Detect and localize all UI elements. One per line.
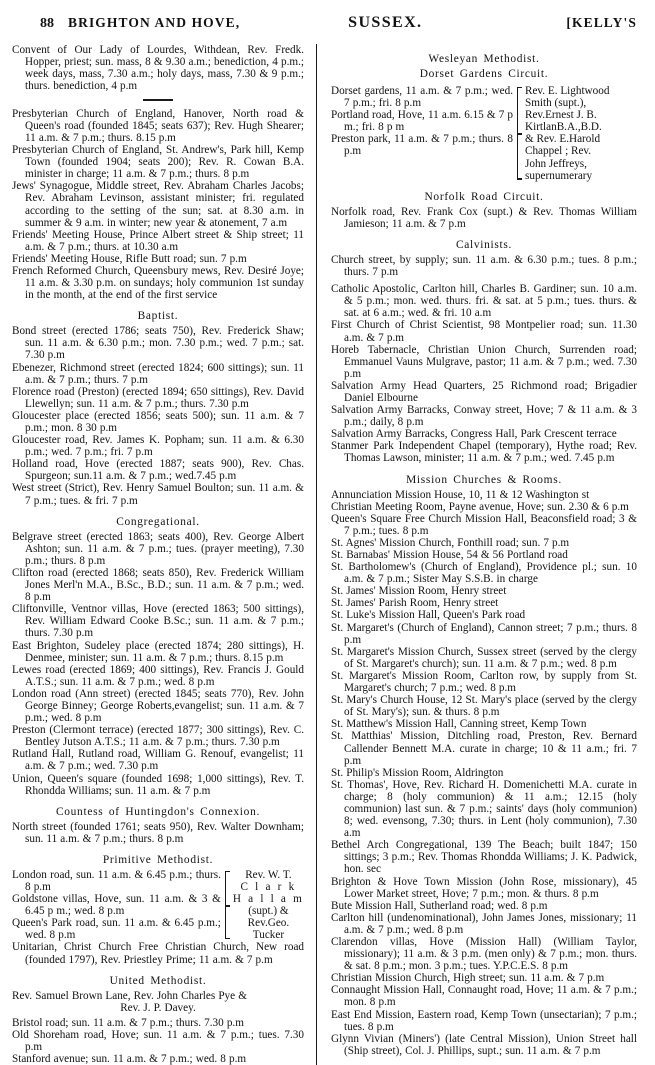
directory-entry: St. Agnes' Mission Church, Fonthill road; sun. 7 p.m [331,536,570,549]
directory-entry: Old Shoreham road, Hove; sun. 11 a.m. & 7 p.m.; tues. 7.30 p.m [12,1028,304,1054]
directory-entry: Bute Mission Hall, Sutherland road; wed. 8 p.m [331,899,548,912]
directory-entry: West street (Strict), Rev. Henry Samuel Boulton; sun. 11 a.m. & 7 p.m.; tues. & fri. 7 p.m [12,482,304,507]
directory-entry: Catholic Apostolic, Carlton hill, Charles B. Gardiner; sun. 10 a.m. & 5 p.m.; mon. wed. thurs. fri. & sat. at 5 p.m.; tues. thurs. & sat. at 6 a.m.; wed. & fri. 10 a.m [331,283,637,320]
directory-entry: Unitarian, Christ Church Free Christian Church, New road (founded 1797), Rev. Priestley Prime; 11 a.m. & 7 p.m [12,941,304,966]
minister-name: Rev. E. Lightwood [525,85,610,97]
directory-entry: Dorset gardens, 11 a.m. & 7 p.m.; wed. 7 p.m.; fri. 8 p.m [331,85,513,110]
directory-entry: First Church of Christ Scientist, 98 Montpelier road; sun. 11.30 a.m. & 7 p.m [331,319,637,344]
directory-entry: Horeb Tabernacle, Christian Union Church, Surrenden road; Emmanuel Vauns Mulgrave, pastor; 11 a.m. & 7 p.m.; wed. 7.30 p.m [331,343,637,380]
directory-entry: Holland road, Hove (erected 1887; seats 900), Rev. Chas. Spurgeon; sun.11 a.m. & 7 p.m.; wed.7.45 p.m [12,458,304,483]
directory-entry: St. Matthew's Mission Hall, Canning street, Kemp Town [331,718,587,731]
directory-entry: Friends' Meeting House, Prince Albert street & Ship street; 11 a.m. & 7 p.m.; thurs. at 10.30 a.m [12,228,304,253]
directory-entry: Rutland Hall, Rutland road, William G. Renouf, evangelist; 11 a.m. & 7 p.m.; wed. 7.30 p.m [12,748,304,773]
brace-icon [222,869,231,942]
wesleyan-entries [331,85,513,182]
primitive-methodist-ministers [233,869,304,942]
directory-entry: French Reformed Church, Queensbury mews, Rev. Desiré Joye; 11 a.m. & 3.30 p.m. on sundays; holy communion 1st sunday in the month, at the end of the first service [12,264,304,302]
directory-entry: Lewes road (erected 1869; 400 sittings), Rev. Francis J. Gould A.T.S.; sun. 11 a.m. & 7 p.m.; wed. 8 p.m [12,663,304,688]
directory-entry: Clarendon villas, Hove (Mission Hall) (William Taylor, missionary); 11 a.m. & 3 p.m. (men only) & 7 p.m.; mon. thurs. & sat. 8 p.m.; mon. 3 p.m.; tues. Y.P.C.E.S. 8 p.m [331,936,637,973]
primitive-methodist-brace-block [12,869,304,942]
section-heading-congregational: Congregational. [116,515,200,528]
directory-entry: Belgrave street (erected 1863; seats 400), Rev. George Albert Ashton; sun. 11 a.m. & 7 p.m.; tues. (prayer meeting), 7.30 p.m.; thurs. 8 p.m [12,530,304,567]
directory-entry: Annunciation Mission House, 10, 11 & 12 Washington st [331,488,590,501]
section-heading-mission-churches: Mission Churches & Rooms. [406,473,562,486]
directory-entry: St. James' Mission Room, Henry street [331,585,507,598]
minister-name: Rev.Ernest J. B. [525,109,597,122]
directory-entry: London road, sun. 11 a.m. & 6.45 p.m.; thurs. 8 p.m [12,868,221,894]
wesleyan-ministers [525,85,637,182]
directory-entry: St. Bartholomew's (Church of England), Providence pl.; sun. 10 a.m. & 7 p.m.; Sister May S.S.B. in charge [331,561,637,586]
directory-entry: Salvation Army Barracks, Conway street, Hove; 7 & 11 a.m. & 3 p.m.; daily, 8 p.m [331,404,637,429]
directory-entry: Salvation Army Barracks, Congress Hall, Park Crescent terrace [331,428,617,441]
minister-name: Smith (supt.), [525,97,587,110]
directory-entry: East Brighton, Sudeley place (erected 1874; 280 sittings), H. Denmee, minister; sun. 11 a.m. & 7 p.m.; thurs. 8.15 p.m [12,639,304,664]
directory-entry: St. Thomas', Hove, Rev. Richard H. Domenichetti M.A. curate in charge; 8 (holy communion) & 11 a.m.; 12.15 (holy communion) last sun. & 7 p.m.; saints' days (holy communion) 8; wed. evensong, 7.30; thurs. in Lent (holy communion), 7.30 a.m [331,778,637,840]
directory-entry: Stanford avenue; sun. 11 a.m. & 7 p.m.; wed. 8 p.m [12,1053,247,1065]
directory-entry: Bethel Arch Congregational, 139 The Beach; built 1847; 150 sittings; 3 p.m.; Rev. Thomas Rhondda Williams; J. K. Padwick, hon. sec [331,839,637,876]
directory-entry: Bond street (erected 1786; seats 750), Rev. Frederick Shaw; sun. 11 a.m. & 6.30 p.m.; mon. 7.30 p.m.; wed. 7 p.m.; sat. 7.30 p.m [12,325,304,362]
directory-entry: London road (Ann street) (erected 1845; seats 770), Rev. John George Binney; George Roberts,evangelist; sun. 11 a.m. & 7 p.m.; wed. 8 p.m [12,687,304,725]
directory-entry: Goldstone villas, Hove, sun. 11 a.m. & 3 & 6.45 p m.; wed. 8 p.m [12,893,221,918]
directory-entry: Presbyterian Church of England, Hanover, North road & Queen's road (founded 1845; seats 637); Rev. Hugh Shearer; 11 a.m. & 7 p.m.; thurs. 8.15 p.m [12,107,304,144]
running-head-left: BRIGHTON AND HOVE, [68,15,241,30]
section-heading-wesleyan: Wesleyan Methodist. [428,53,540,65]
minister-name: H a l l a m [232,893,304,906]
directory-entry: St. Barnabas' Mission House, 54 & 56 Portland road [331,549,568,561]
section-heading-primitive-methodist: Primitive Methodist. [102,853,214,866]
subheading-dorset-gardens-circuit: Dorset Gardens Circuit. [419,68,549,80]
directory-entry: Jews' Synagogue, Middle street, Rev. Abraham Charles Jacobs; Rev. Abraham Levinson, assistant minister; fri. regulated according to the setting of the sun; sat. at 8.30 a.m. in summer & 9 a.m. in winter; new year & atonement, 7 a.m [12,180,304,229]
directory-entry: Preston park, 11 a.m. & 7 p.m.; thurs. 8 p.m [331,133,513,158]
united-methodist-ministers-line2: Rev. J. P. Davey. [120,1001,196,1014]
directory-entry: Church street, by supply; sun. 11 a.m. & 6.30 p.m.; tues. 8 p.m.; thurs. 7 p.m [331,253,637,279]
directory-entry: Queen's Park road, sun. 11 a.m. & 6.45 p.m.; wed. 8 p.m [12,917,221,942]
directory-entry: East End Mission, Eastern road, Kemp Town (unsectarian); 7 p.m.; tues. 8 p.m [331,1008,637,1033]
two-column-body [12,44,643,1065]
minister-name: John Jeffreys, [525,157,587,170]
minister-name: Rev.Geo. [247,917,290,930]
directory-entry: St. Margaret's (Church of England), Cannon street; 7 p.m.; thurs. 8 p.m [331,621,637,646]
directory-entry: Presbyterian Church of England, St. Andrew's, Park hill, Kemp Town (founded 1904; seats 200); Rev. R. Cowan B.A. minister in charge; 11 a.m. & 7 p.m.; thurs. 8 p.m [12,144,304,181]
minister-name: (supt.) & [248,905,289,918]
running-head-right: [KELLY'S [566,15,637,30]
united-methodist-ministers-line1: Rev. Samuel Brown Lane, Rev. John Charles Pye & [12,989,247,1002]
directory-entry: Norfolk road, Rev. Frank Cox (supt.) & Rev. Thomas William Jamieson; 11 a.m. & 7 p.m [331,205,637,230]
section-heading-norfolk-road-circuit: Norfolk Road Circuit. [424,190,544,203]
directory-entry: St. Philip's Mission Room, Aldrington [331,766,504,779]
directory-entry: Portland road, Hove, 11 a.m. 6.15 & 7 p m.; fri. 8 p m [331,109,513,134]
directory-entry: Salvation Army Head Quarters, 25 Richmond road; Brigadier Daniel Elbourne [331,379,637,404]
directory-entry: Glynn Vivian (Miners') (late Central Mission), Union Street hall (Ship street), Col. J. Phillips, supt.; sun. 11 a.m. & 7 p.m [331,1032,637,1057]
directory-entry: Florence road (Preston) (erected 1894; 650 sittings), Rev. David Llewellyn; sun. 11 a.m. & 7 p.m.; thurs. 7.30 p.m [12,385,304,410]
directory-entry: Cliftonville, Ventnor villas, Hove (erected 1863; 500 sittings), Rev. William Edward Cooke B.Sc.; sun. 11 a.m. & 7 p.m.; thurs. 7.30 p.m [12,603,304,640]
section-rule [143,99,173,100]
directory-entry: Union, Queen's square (founded 1698; 1,000 sittings), Rev. T. Rhondda Williams; sun. 11 a.m. & 7 p.m [12,772,304,797]
directory-entry: North street (founded 1761; seats 950), Rev. Walter Downham; sun. 11 a.m. & 7 p.m.; thurs. 8 p.m [12,820,304,845]
directory-entry: Ebenezer, Richmond street (erected 1824; 600 sittings); sun. 11 a.m. & 7 p.m.; thurs. 7 p.m [12,361,304,386]
directory-entry: Brighton & Hove Town Mission (John Rose, missionary), 45 Lower Market street, Hove; 7 p.m.; mon. & thurs. 8 p.m [331,875,637,900]
directory-entry: Carlton hill (undenominational), John James Jones, missionary; 11 a.m. & 7 p.m.; wed. 8 p.m [331,911,637,936]
minister-name: Tucker [252,929,285,942]
section-heading-huntingdon: Countess of Huntingdon's Connexion. [55,805,261,818]
primitive-methodist-entries [12,869,221,942]
section-heading-baptist: Baptist. [137,310,179,323]
directory-entry: Christian Mission Church, High street; sun. 11 a.m. & 7 p.m [331,972,605,985]
directory-entry: St. Mary's Church House, 12 St. Mary's place (served by the clergy of St. Mary's); sun. & thurs. 8 p.m [331,694,637,719]
directory-entry: Friends' Meeting House, Rifle Butt road; sun. 7 p.m [12,252,247,265]
minister-name: Rev. W. T. [245,868,292,881]
directory-entry: Connaught Mission Hall, Connaught road, Hove; 11 a.m. & 7 p.m.; mon. 8 p.m [331,984,637,1009]
directory-entry: Convent of Our Lady of Lourdes, Withdean, Rev. Fredk. Hopper, priest; sun. mass, 8 & 9.30 a.m.; benediction, 4 p.m.; week days, mass, 7.30 a.m.; holy days, mass, 7.30 & 9 p.m.; thurs. benediction, 4 p.m [12,44,304,93]
left-column [12,44,317,1065]
directory-entry: Christian Meeting Room, Payne avenue, Hove; sun. 2.30 & 6 p.m [331,500,629,513]
directory-entry: Clifton road (erected 1868; seats 850), Rev. Frederick William Jones Merl'n M.A., B.Sc., B.D.; sun. 11 a.m. & 7 p.m.; wed. 8 p.m [12,566,304,604]
directory-entry: St. Margaret's Mission Church, Sussex street (served by the clergy of St. Margaret's church); sun. 11 a.m. & 7 p.m.; wed. 8 p.m [331,645,637,670]
running-head-center: SUSSEX. [348,14,423,31]
directory-entry: Gloucester road, Rev. James K. Popham; sun. 11 a.m. & 6.30 p.m.; wed. 7 p.m.; fri. 7 p.m [12,434,304,459]
minister-name: supernumerary [525,169,593,182]
directory-entry: Stanmer Park Independent Chapel (temporary), Hythe road; Rev. Thomas Lawson, minister; 11 a.m. & 7 p.m.; wed. 7.45 p.m [331,440,637,465]
wesleyan-brace-block [331,85,637,182]
minister-name: & Rev. E.Harold [525,133,601,146]
directory-entry: St. Luke's Mission Hall, Queen's Park road [331,609,526,622]
directory-entry: Bristol road; sun. 11 a.m. & 7 p.m.; thurs. 7.30 p.m [12,1016,244,1029]
section-heading-calvinists: Calvinists. [455,238,513,251]
directory-entry: Preston (Clermont terrace) (erected 1877; 300 sittings), Rev. C. Bentley Jutson A.T.S.; 11 a.m. & 7 p.m.; thurs. 7.30 p.m [12,724,304,749]
page-number: 88 [40,16,54,31]
brace-icon [514,85,523,182]
minister-name: C l a r k [240,881,297,894]
directory-entry: St. Margaret's Mission Room, Carlton row, by supply from St. Margaret's church; 7 p.m.; wed. 8 p.m [331,669,637,695]
right-column [317,44,637,1057]
minister-name: Chappel ; Rev. [525,145,592,158]
minister-name: KirtlanB.A.,B.D. [525,121,602,134]
section-heading-united-methodist: United Methodist. [109,974,207,987]
directory-entry: St. James' Parish Room, Henry street [331,597,499,610]
directory-entry: St. Matthias' Mission, Ditchling road, Preston, Rev. Bernard Callender Bennett M.A. curate in charge; 10 & 11 a.m.; fri. 7 p.m [331,730,637,767]
directory-entry: Queen's Square Free Church Mission Hall, Beaconsfield road; 3 & 7 p.m.; tues. 8 p.m [331,512,637,537]
directory-entry: Gloucester place (erected 1856; seats 500); sun. 11 a.m. & 7 p.m.; mon. 8 30 p.m [12,409,304,435]
running-head [12,14,643,34]
